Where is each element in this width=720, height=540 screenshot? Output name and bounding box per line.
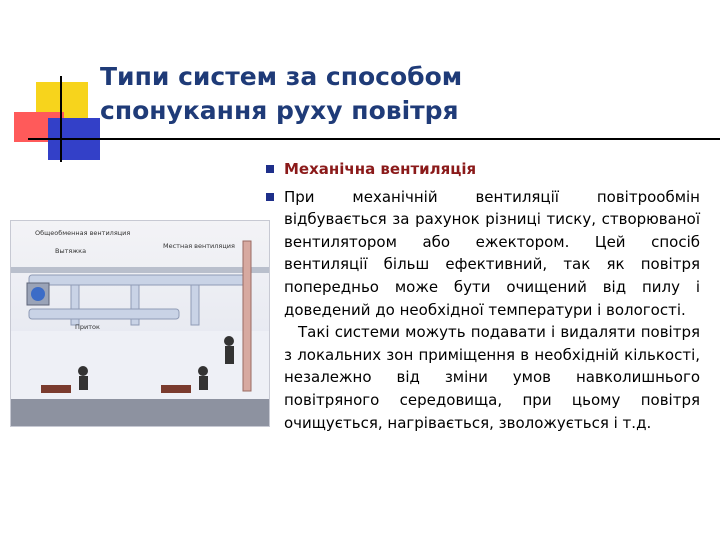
- bullet-heading-text: Механічна вентиляція: [284, 160, 477, 178]
- label-local-ventilation: Местная вентиляция: [163, 242, 235, 250]
- decor-horizontal-rule: [28, 138, 720, 140]
- slide-content: [266, 158, 700, 434]
- label-general-ventilation: Общеобменная вентиляция: [35, 229, 131, 237]
- square-bullet-icon: [266, 165, 274, 173]
- body-paragraph-1: При механічній вентиляції повітрообмін відбувається за рахунок різниці тиску, створюваної вентилятором або ежектором. Цей спосіб вентиляції більш ефективний, так як повітря попередньо може бути очищений від пилу і доведений до необхідної температури і вологості.: [284, 187, 700, 319]
- label-exhaust: Вытяжка: [55, 247, 87, 255]
- body-paragraph-2: Такі системи можуть подавати і видаляти повітря з локальних зон приміщення в необхідній кількості, незалежно від зміни умов навколишнього повітряного середовища, при цьому повітря очищується, нагрівається, зволожується і т.д.: [284, 323, 700, 432]
- decor-vertical-rule: [60, 76, 62, 162]
- square-bullet-icon: [266, 193, 274, 201]
- ventilation-diagram-image: [10, 220, 270, 427]
- slide-title-line1: Типи систем за способом: [100, 62, 463, 91]
- label-supply: Приток: [75, 323, 100, 331]
- ventilation-illustration: [11, 221, 269, 426]
- slide-title: [100, 60, 660, 128]
- bullet-item-heading: [266, 158, 700, 181]
- bullet-item-body: [266, 186, 700, 435]
- slide-title-line2: спонукання руху повітря: [100, 96, 459, 125]
